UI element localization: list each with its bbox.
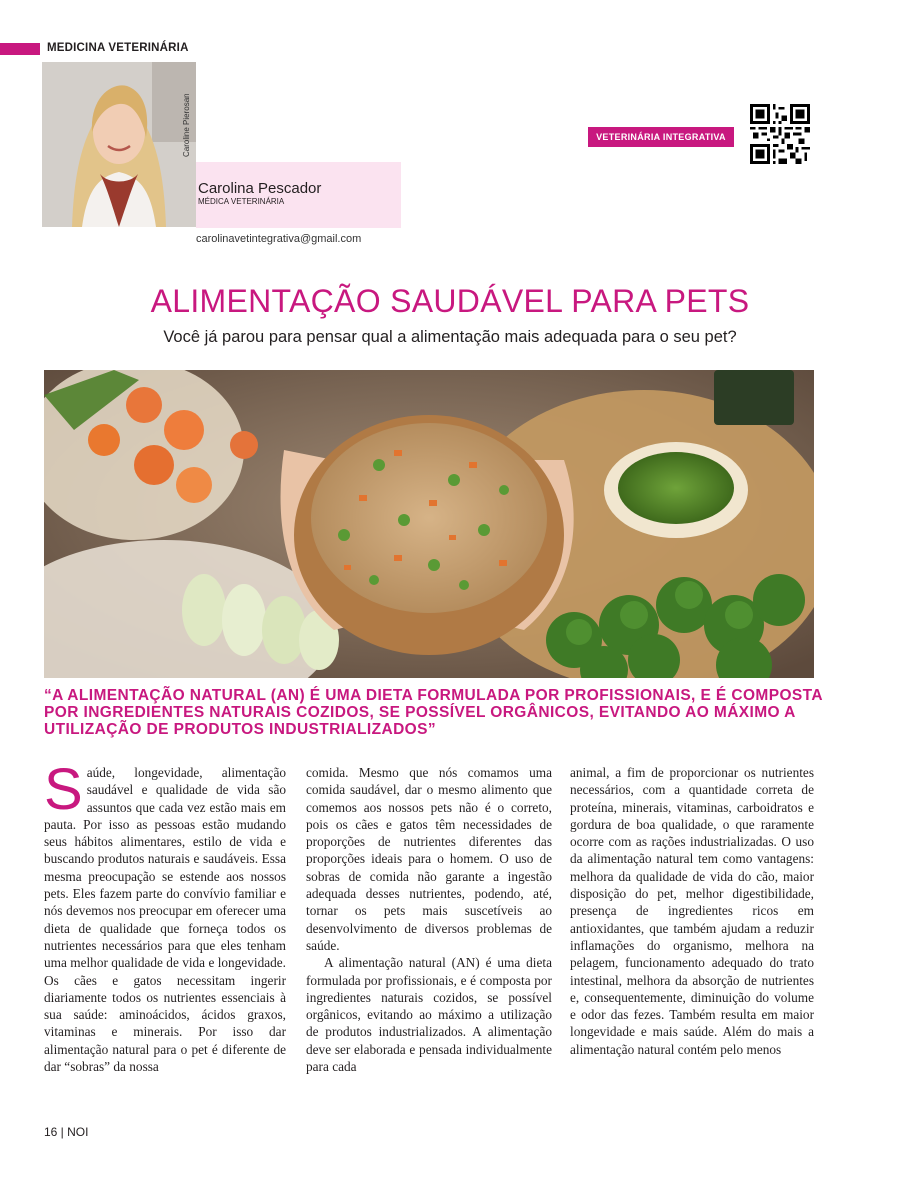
pull-quote: “A ALIMENTAÇÃO NATURAL (AN) É UMA DIETA FORMULADA POR PROFISSIONAIS, E É COMPOSTA POR INGREDIENTES NATURAIS COZIDOS, SE POSSÍVEL ORGÂNICOS, EVITANDO AO MÁXIMO A UTILIZAÇÃO DE PRODUTOS INDUSTRIALIZADOS” <box>44 687 823 738</box>
author-photo <box>42 62 196 227</box>
hero-image-pet-food-bowl <box>44 370 814 678</box>
article-column-3 <box>570 764 814 1058</box>
article-subtitle: Você já parou para pensar qual a alimentação mais adequada para o seu pet? <box>163 328 737 346</box>
section-tab-bar <box>0 43 40 55</box>
page-footer: 16 | NOI <box>44 1125 89 1139</box>
drop-cap: S <box>44 757 83 822</box>
author-email[interactable]: carolinavetintegrativa@gmail.com <box>196 233 362 245</box>
author-role: MÉDICA VETERINÁRIA <box>198 197 285 206</box>
article-title: ALIMENTAÇÃO SAUDÁVEL PARA PETS <box>150 283 750 319</box>
column-2-paragraph-2: A alimentação natural (AN) é uma dieta formulada por profissionais, e é composta por ingredientes naturais cozidos, se possível orgânicos, evitando ao máximo a utilização de produtos industrializados. A alimentação deve ser elaborada e pensada individualmente para cada <box>306 955 552 1075</box>
author-name: Carolina Pescador <box>198 180 322 197</box>
photo-credit: Caroline Pierosan <box>182 93 191 157</box>
column-3-paragraph: animal, a fim de proporcionar os nutrientes necessários, com a quantidade correta de proteína, minerais, vitaminas, carboidratos e gordura de boa qualidade, o que raramente ocorre com as rações industrializadas. O uso da alimentação natural tem como vantagens: melhora da qualidade de vida do cão, maior disposição do pet, melhor digestibilidade, presença de ingredientes ricos em antioxidantes, que também ajudam a reduzir inflamações do organismo, melhora na pelagem, funcionamento adequado do trato intestinal, melhora da absorção de nutrientes e, consequentemente, diminuição do volume e odor das fezes. Também resulta em maior longevidade e mais saúde. Além do mais a alimentação natural contém pelo menos <box>570 765 814 1057</box>
article-column-1 <box>44 757 286 1075</box>
column-1-paragraph: aúde, longevidade, alimentação saudável e qualidade de vida são assuntos que cada vez estão mais em pauta. Por isso as pessoas estão mudando seus hábitos alimentares, estilo de vida e buscando produtos naturais e saudáveis. Essa mesma preocupação se estende aos nossos pets. Eles fazem parte do convívio familiar e nós devemos nos preocupar em oferecer uma dieta de qualidade que forneça todos os nutrientes necessários para que eles tenham uma melhor qualidade de vida e longevidade. Os cães e gatos necessitam ingerir diariamente todos os nutrientes essenciais à sua saúde: aminoácidos, ácidos graxos, vitaminas e minerais. Por isso dar alimentação natural para o pet é diferente de dar “sobras” da nossa <box>44 765 286 1075</box>
article-column-2 <box>306 764 552 1075</box>
category-tag: VETERINÁRIA INTEGRATIVA <box>588 127 734 147</box>
qr-code <box>750 104 810 164</box>
column-2-paragraph-1: comida. Mesmo que nós comamos uma comida saudável, dar o mesmo alimento que comemos aos nossos pets não é o correto, pois os cães e gatos têm necessidades de proporções de nutrientes diferentes das proporções ideais para o homem. O uso de sobras de comida não garante a ingestão adequada desses nutrientes, podendo, até, tornar os pets mais suscetíveis ao desenvolvimento de diversos problemas de saúde. <box>306 765 552 953</box>
section-label: MEDICINA VETERINÁRIA <box>47 42 189 54</box>
